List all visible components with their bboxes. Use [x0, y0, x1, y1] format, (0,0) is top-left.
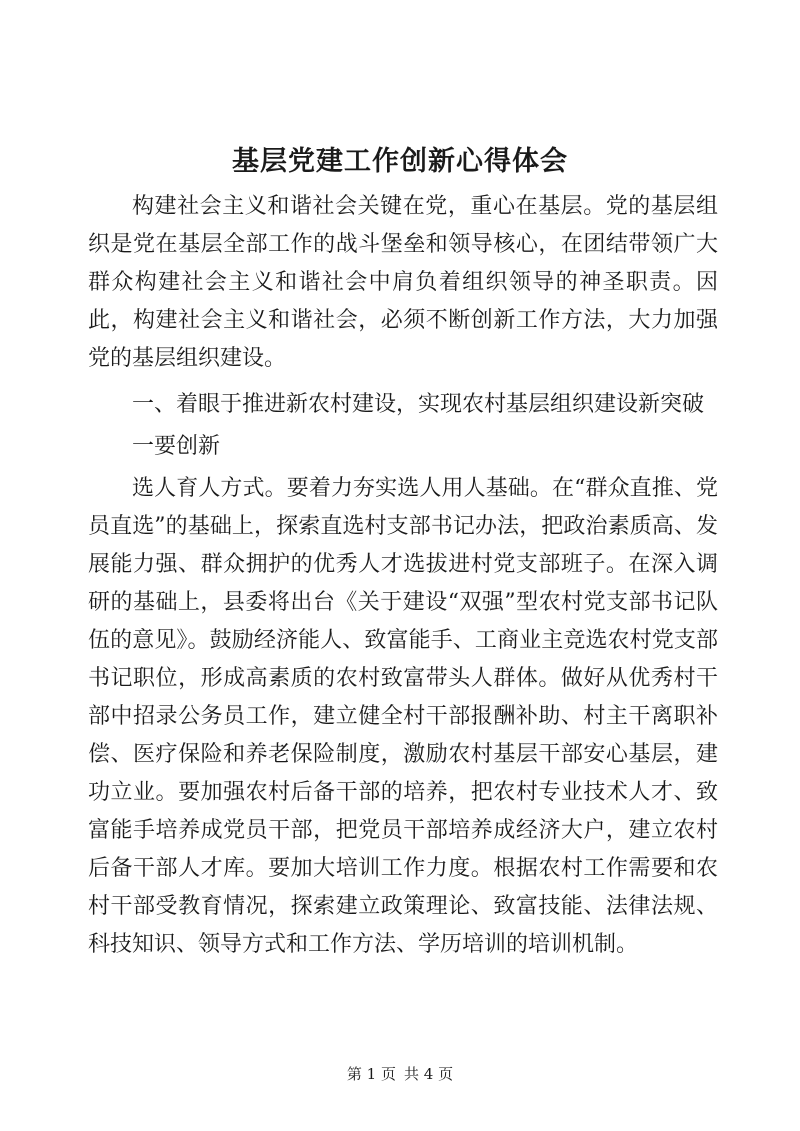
subsection-label: 一要创新	[132, 434, 221, 459]
document-title: 基层党建工作创新心得体会	[232, 146, 568, 177]
page-footer	[0, 1064, 800, 1084]
body-paragraph: 选人育人方式。要着力夯实选人用人基础。在“群众直推、党员直选”的基础上，探索直选村支部书记办法，把政治素质高、发展能力强、群众拥护的优秀人才选拔进村党支部班子。在深入调研的基础上，县委将出台《关于建设“双强”型农村党支部书记队伍的意见》。鼓励经济能人、致富能手、工商业主竞选农村党支部书记职位，形成高素质的农村致富带头人群体。做好从优秀村干部中招录公务员工作，建立健全村干部报酬补助、村主干离职补偿、医疗保险和养老保险制度，激励农村基层干部安心基层，建功立业。要加强农村后备干部的培养，把农村专业技术人才、致富能手培养成党员干部，把党员干部培养成经济大户，建立农村后备干部人才库。要加大培训工作力度。根据农村工作需要和农村干部受教育情况，探索建立政策理论、致富技能、法律法规、科技知识、领导方式和工作方法、学历培训的培训机制。	[88, 476, 718, 957]
page-number: 第 1 页	[346, 1065, 396, 1083]
page-total: 共 4 页	[404, 1065, 454, 1083]
intro-paragraph: 构建社会主义和谐社会关键在党，重心在基层。党的基层组织是党在基层全部工作的战斗堡垒和领导核心，在团结带领广大群众构建社会主义和谐社会中肩负着组织领导的神圣职责。因此，构建社会主义和谐社会，必须不断创新工作方法，大力加强党的基层组织建设。	[88, 194, 718, 371]
document-body	[88, 188, 718, 964]
section-heading: 一、着眼于推进新农村建设，实现农村基层组织建设新突破	[132, 392, 705, 417]
